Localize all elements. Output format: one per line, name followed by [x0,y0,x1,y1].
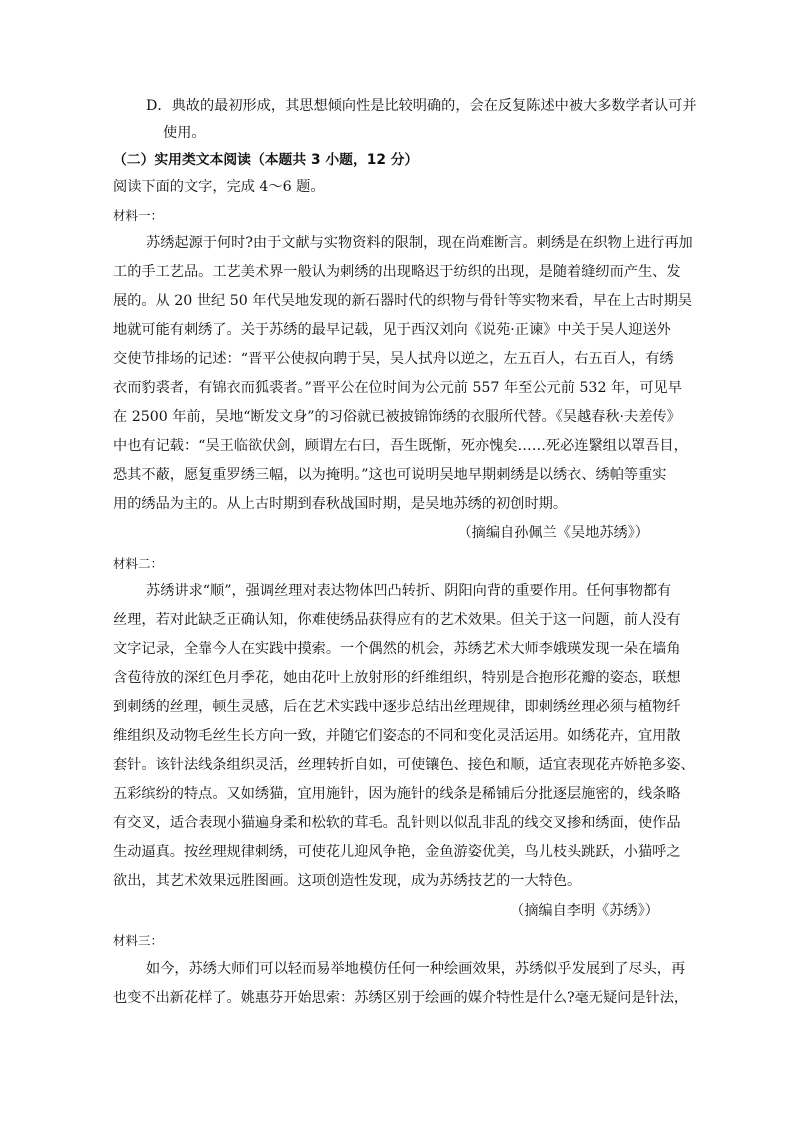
section-heading: （二）实用类文本阅读（本题共 3 小题，12 分） [113,152,419,168]
material-1-line: 在 2500 年前，吴地“断发文身”的习俗就已被披锦饰绣的衣服所代替。《吴越春秋·夫差传》 [113,409,681,425]
material-2-line: 到刺绣的丝理，顿生灵感，后在艺术实践中逐步总结出丝理规律，即刺绣丝理必须与植物纤 [113,699,681,715]
material-2-source: （摘编自李明《苏绣》） [510,903,659,919]
material-1-source: （摘编自孙佩兰《吴地苏绣》） [457,525,649,541]
material-2-line: 含苞待放的深红色月季花，她由花叶上放射形的纤维组织，特别是合抱形花瓣的姿态，联想 [113,670,681,686]
material-1-line: 苏绣起源于何时?由于文献与实物资料的限制，现在尚难断言。刺绣是在织物上进行再加 [146,235,693,251]
material-1-line: 展的。从 20 世纪 50 年代吴地发现的新石器时代的织物与骨针等实物来看，早在上古时期吴 [113,293,693,309]
material-1-line: 交使节排场的记述：“晋平公使叔向聘于吴，吴人拭舟以逆之，左五百人，右五百人，有绣 [113,351,674,367]
section-instruction: 阅读下面的文字，完成 4～6 题。 [113,179,325,195]
material-2-line: 丝理，若对此缺乏正确认知，你难使绣品获得应有的艺术效果。但关于这一问题，前人没有 [113,612,681,628]
material-1-line: 中也有记载：“吴王临欲伏剑，顾谓左右曰，吾生既惭，死亦愧矣……死必连繄组以罩吾目， [113,438,688,454]
material-2-line: 套针。该针法线条组织灵活，丝理转折自如，可使镶色、接色和顺，适宜表现花卉娇艳多姿、 [113,757,695,773]
material-3-line: 也变不出新花样了。姚惠芬开始思索：苏绣区别于绘画的媒介特性是什么?毫无疑问是针法， [113,990,689,1006]
material-2-line: 五彩缤纷的特点。又如绣猫，宜用施针，因为施针的线条是稀铺后分批逐层施密的，线条略 [113,786,681,802]
material-2-line: 生动逼真。按丝理规律刺绣，可使花儿迎风争艳，金鱼游姿优美，鸟儿枝头跳跃，小猫呼之 [113,844,681,860]
material-2-label: 材料二： [113,556,164,571]
material-2-line: 维组织及动物毛丝生长方向一致，并随它们姿态的不同和变化灵活运用。如绣花卉，宜用散 [113,728,681,744]
material-1-line: 用的绣品为主的。从上古时期到春秋战国时期，是吴地苏绣的初创时期。 [113,496,568,512]
material-1-line: 恐其不蔽，愿复重罗绣三幅，以为掩明。”这也可说明吴地早期刺绣是以绣衣、绣帕等重实 [113,467,667,483]
option-d-line-1: D．典故的最初形成，其思想倾向性是比较明确的，会在反复陈述中被大多数学者认可并 [146,98,697,114]
material-1-line: 地就可能有刺绣了。关于苏绣的最早记载，见于西汉刘向《说苑·正谏》中关于吴人迎送外 [113,322,671,338]
material-1-line: 衣而豹裘者，有锦衣而狐裘者。”晋平公在位时间为公元前 557 年至公元前 532 年，可见早 [113,380,682,396]
material-1-label: 材料一： [113,208,164,223]
material-2-line: 欲出，其艺术效果远胜图画。这项创造性发现，成为苏绣技艺的一大特色。 [113,873,582,889]
material-2-line: 文字记录，全靠今人在实践中摸索。一个偶然的机会，苏绣艺术大师李娥瑛发现一朵在墙角 [113,641,681,657]
material-2-line: 有交叉，适合表现小猫遍身柔和松软的茸毛。乱针则以似乱非乱的线交叉掺和绣面，使作品 [113,815,681,831]
option-d-line-2: 使用。 [163,125,206,141]
material-3-label: 材料三： [113,933,164,948]
material-1-line: 工的手工艺品。工艺美术界一般认为刺绣的出现略迟于纺织的出现，是随着缝纫而产生、发 [113,264,681,280]
material-2-line: 苏绣讲求“顺”，强调丝理对表达物体凹凸转折、阴阳向背的重要作用。任何事物都有 [146,583,672,599]
material-3-line: 如今，苏绣大师们可以轻而易举地模仿任何一种绘画效果，苏绣似乎发展到了尽头，再 [146,961,686,977]
